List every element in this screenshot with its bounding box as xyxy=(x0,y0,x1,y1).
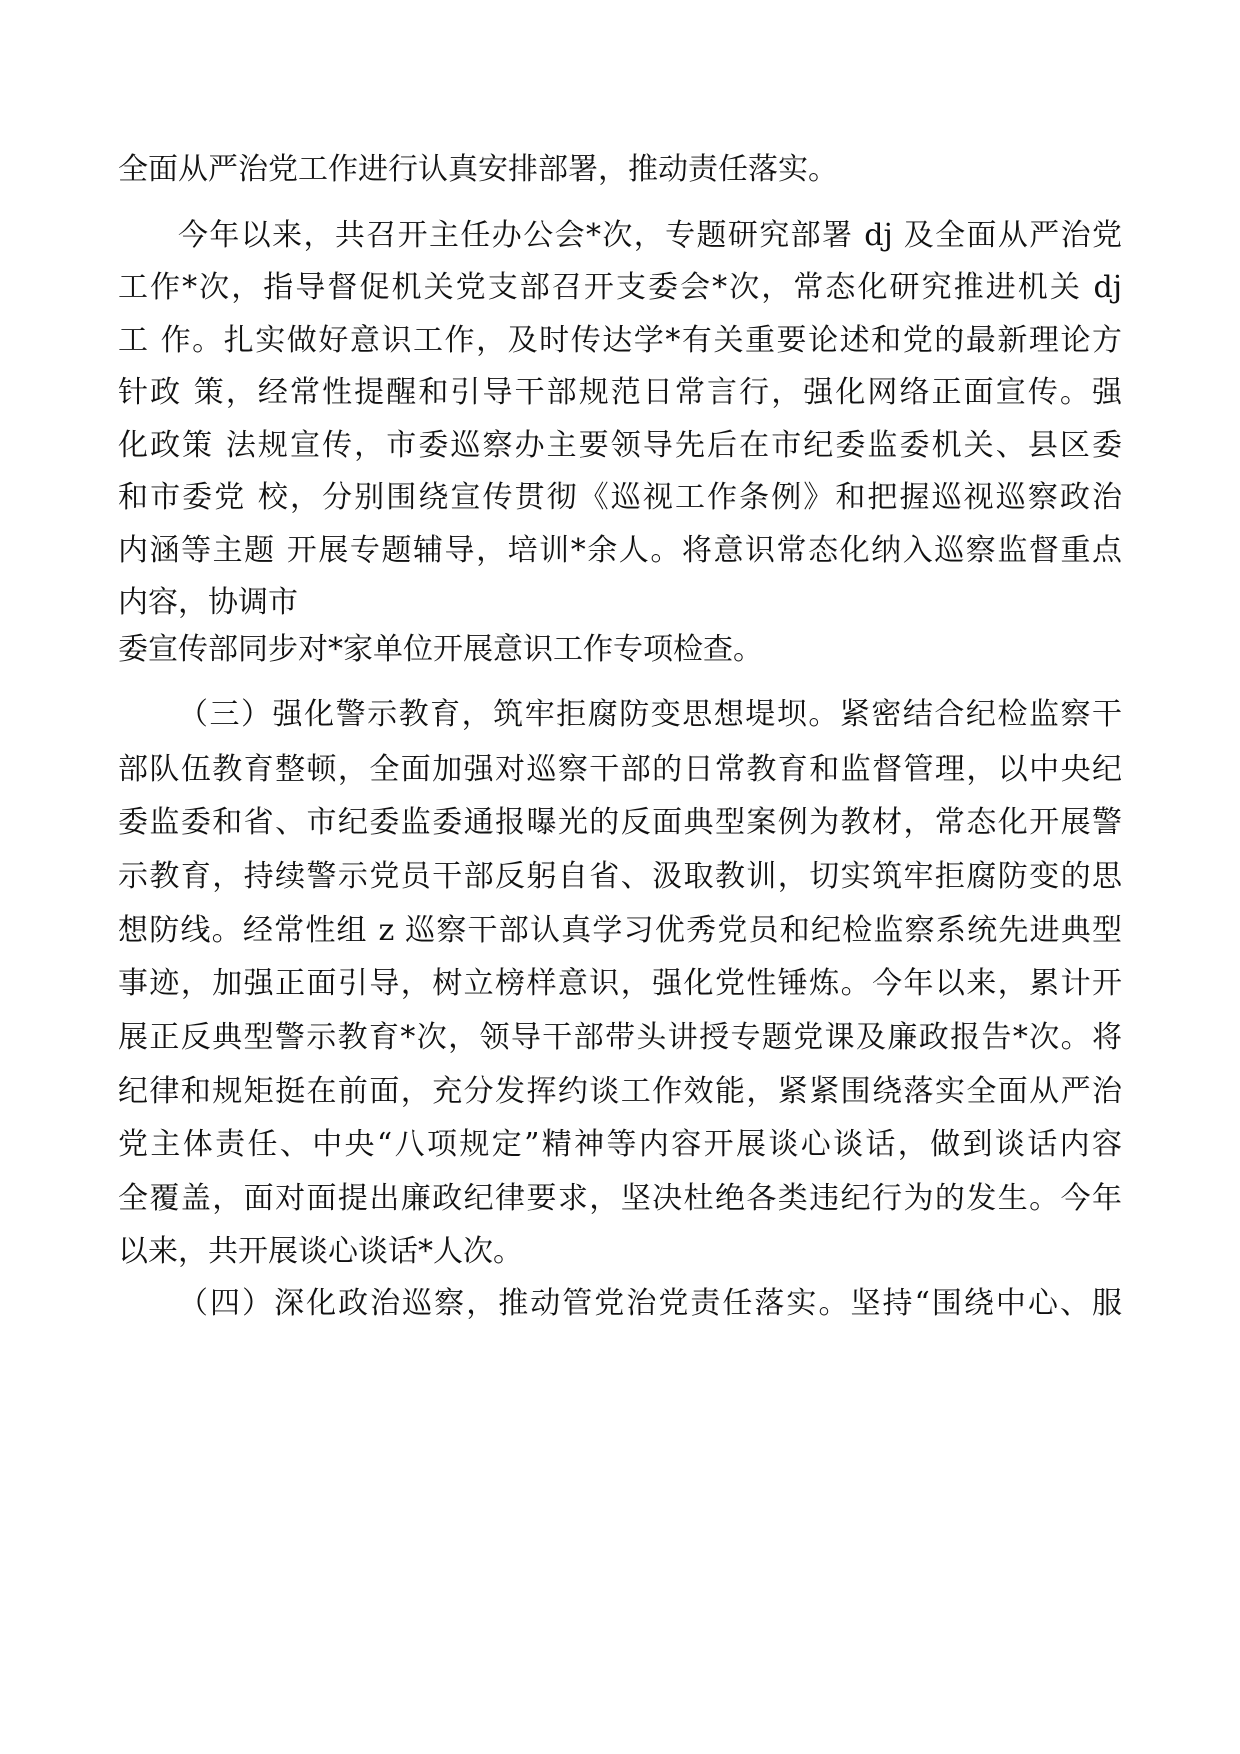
section-heading-line: （四）深化政治巡察，推动管党治党责任落实。坚持“围绕中心、服 xyxy=(178,1286,1122,1321)
text-line: 工作*次，指导督促机关党支部召开支委会*次，常态化研究推进机关 dj xyxy=(118,270,1122,305)
text-line: 和市委党 校，分别围绕宣传贯彻《巡视工作条例》和把握巡视巡察政治 xyxy=(118,480,1122,515)
text-line: 部队伍教育整顿，全面加强对巡察干部的日常教育和监督管理，以中央纪 xyxy=(118,752,1122,787)
text-line: 内容，协调市 xyxy=(118,585,298,620)
text-line: 委监委和省、市纪委监委通报曝光的反面典型案例为教材，常态化开展警 xyxy=(118,805,1122,840)
text-line: 针政 策，经常性提醒和引导干部规范日常言行，强化网络正面宣传。强 xyxy=(118,375,1122,410)
paragraph-first-line: 今年以来，共召开主任办公会*次，专题研究部署 dj 及全面从严治党 xyxy=(178,218,1122,253)
text-line: 委宣传部同步对*家单位开展意识工作专项检查。 xyxy=(118,632,763,667)
text-line: 展正反典型警示教育*次，领导干部带头讲授专题党课及廉政报告*次。将 xyxy=(118,1020,1122,1055)
text-line: 示教育，持续警示党员干部反躬自省、汲取教训，切实筑牢拒腐防变的思 xyxy=(118,859,1122,894)
text-line: 想防线。经常性组 z 巡察干部认真学习优秀党员和纪检监察系统先进典型 xyxy=(118,913,1122,948)
text-line: 以来，共开展谈心谈话*人次。 xyxy=(118,1234,523,1269)
text-line: 事迹，加强正面引导，树立榜样意识，强化党性锤炼。今年以来，累计开 xyxy=(118,966,1122,1001)
text-line: 工 作。扎实做好意识工作，及时传达学*有关重要论述和党的最新理论方 xyxy=(118,323,1122,358)
text-line: 全面从严治党工作进行认真安排部署，推动责任落实。 xyxy=(118,152,838,187)
text-line: 党主体责任、中央“八项规定”精神等内容开展谈心谈话，做到谈话内容 xyxy=(118,1127,1122,1162)
text-line: 全覆盖，面对面提出廉政纪律要求，坚决杜绝各类违纪行为的发生。今年 xyxy=(118,1181,1122,1216)
text-line: 纪律和规矩挺在前面，充分发挥约谈工作效能，紧紧围绕落实全面从严治 xyxy=(118,1074,1122,1109)
text-line: 内涵等主题 开展专题辅导，培训*余人。将意识常态化纳入巡察监督重点 xyxy=(118,533,1122,568)
section-heading-line: （三）强化警示教育，筑牢拒腐防变思想堤坝。紧密结合纪检监察干 xyxy=(178,697,1122,732)
text-line: 化政策 法规宣传，市委巡察办主要领导先后在市纪委监委机关、县区委 xyxy=(118,428,1122,463)
